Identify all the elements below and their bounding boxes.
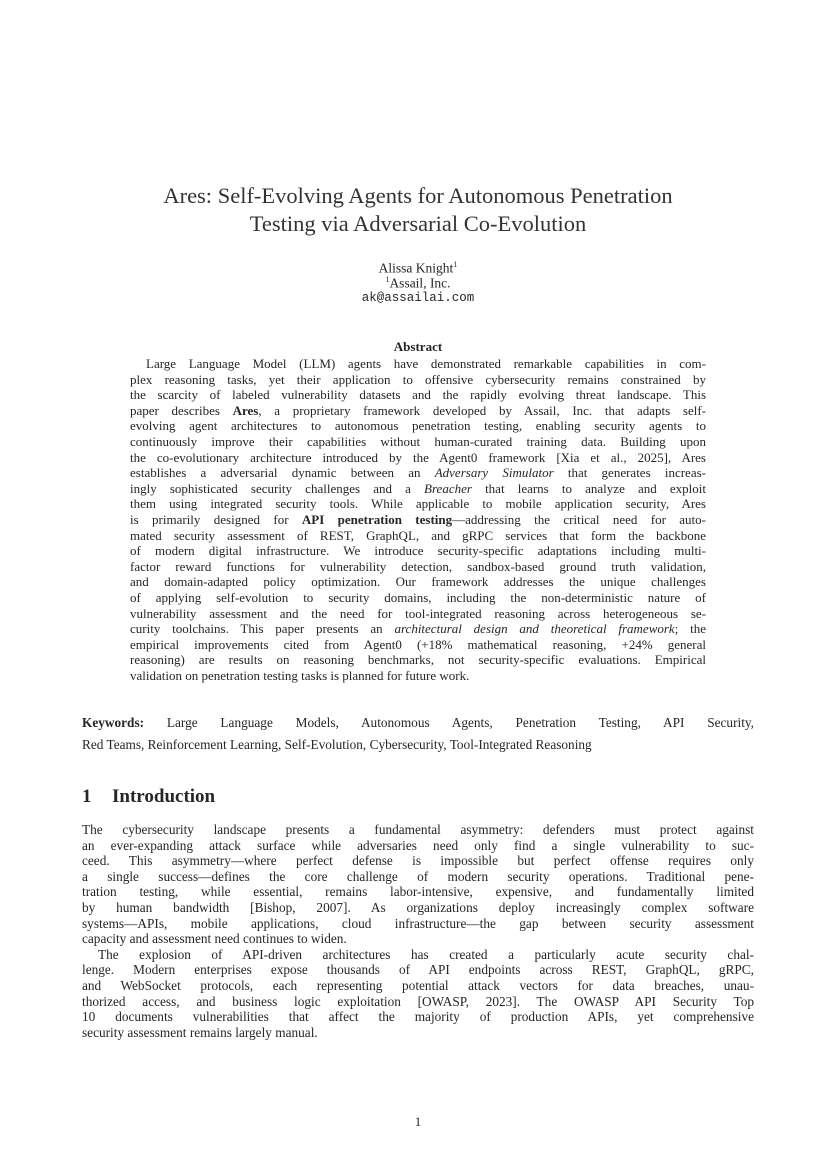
text-line: [130, 652, 706, 668]
text-line: [130, 496, 706, 512]
text-segment: them using integrated security tools. While applicable to mobile application security, Ares: [130, 496, 706, 512]
abstract-heading: Abstract: [393, 339, 443, 354]
text-line: [82, 916, 754, 932]
text-line: [130, 668, 706, 684]
text-segment: establishes a adversarial dynamic between an: [130, 465, 435, 481]
text-segment: thorized access, and business logic exploitation [OWASP, 2023]. The OWASP API Security Top: [82, 993, 754, 1009]
text-segment: capacity and assessment need continues to widen.: [82, 931, 347, 947]
text-line: [82, 712, 754, 734]
text-segment: factor reward functions for vulnerability detection, sandbox-based ground truth validation,: [130, 558, 706, 574]
text-segment: reasoning) are results on reasoning benchmarks, not security-specific evaluations. Empirical: [130, 652, 706, 668]
text-line: [130, 512, 706, 528]
section-heading: [82, 786, 215, 808]
text-line: [82, 947, 754, 963]
text-segment: evolving agent architectures to autonomous penetration testing, enabling security agents to: [130, 418, 706, 434]
text-line: [130, 418, 706, 434]
text-segment: the co-evolutionary architecture introduced by the Agent0 framework [Xia et al., 2025], Ares: [130, 449, 706, 465]
author-email[interactable]: ak@assailai.com: [361, 291, 475, 305]
text-segment: ingly sophisticated security challenges and a: [130, 480, 425, 496]
text-segment: and domain-adapted policy optimization. Our framework addresses the unique challenges: [130, 574, 706, 590]
section-number: 1: [82, 786, 92, 807]
keywords: [82, 712, 754, 756]
text-line: [82, 884, 754, 900]
text-segment: continuously improve their capabilities without human-curated training data. Building upon: [130, 433, 706, 449]
text-line: [82, 822, 754, 838]
italic-text: Adversary Simulator: [434, 465, 554, 481]
text-segment: The explosion of API-driven architectures has created a particularly acute security chal-: [98, 946, 754, 962]
text-segment: —addressing the critical need for auto-: [452, 511, 706, 527]
text-segment: , a proprietary framework developed by Assail, Inc. that adapts self-: [258, 402, 706, 418]
text-line: [82, 1025, 754, 1041]
text-segment: validation on penetration testing tasks is planned for future work.: [130, 667, 470, 683]
text-segment: Large Language Model (LLM) agents have demonstrated remarkable capabilities in com-: [146, 356, 706, 371]
affiliation-sup: 1: [385, 275, 390, 284]
text-segment: is primarily designed for: [130, 511, 302, 527]
text-segment: an ever-expanding attack surface while adversaries need only find a single vulnerability to suc-: [82, 837, 754, 853]
text-segment: empirical improvements cited from Agent0 (+18% mathematical reasoning, +24% general: [130, 636, 706, 652]
title-line: Ares: Self-Evolving Agents for Autonomous Penetration: [163, 183, 673, 208]
text-line: [130, 372, 706, 388]
text-line: [82, 734, 754, 756]
text-segment: tration testing, while essential, remains labor-intensive, expensive, and fundamentally limited: [82, 884, 754, 900]
text-line: [130, 574, 706, 590]
text-line: [130, 356, 706, 372]
bold-text: API penetration testing: [301, 511, 453, 527]
text-segment: lenge. Modern enterprises expose thousands of API endpoints across REST, GraphQL, gRPC,: [82, 962, 754, 978]
bold-text: Keywords:: [82, 715, 145, 730]
text-segment: curity toolchains. This paper presents an: [130, 621, 395, 637]
text-line: [130, 637, 706, 653]
text-line: [130, 465, 706, 481]
paper-title: [0, 182, 836, 238]
author-name-text: Alissa Knight: [378, 260, 454, 276]
text-line: [82, 978, 754, 994]
text-segment: that generates increas-: [553, 465, 706, 481]
text-line: [130, 528, 706, 544]
text-segment: ceed. This asymmetry—where perfect defense is impossible but perfect offense requires only: [82, 853, 754, 869]
text-line: [82, 931, 754, 947]
text-segment: of applying self-evolution to security domains, including the non-deterministic nature of: [130, 589, 706, 605]
abstract-body: [130, 356, 706, 683]
text-segment: ; the: [674, 621, 707, 637]
italic-text: architectural design and theoretical framework: [394, 621, 675, 637]
text-segment: plex reasoning tasks, yet their application to offensive cybersecurity remains constrained by: [130, 371, 706, 387]
title-line: Testing via Adversarial Co-Evolution: [249, 211, 587, 236]
text-line: [82, 838, 754, 854]
text-segment: 10 documents vulnerabilities that affect the majority of production APIs, yet comprehensive: [82, 1009, 754, 1025]
text-segment: systems—APIs, mobile applications, cloud infrastructure—the gap between security assessment: [82, 915, 754, 931]
affiliation-text: Assail, Inc.: [389, 275, 451, 291]
text-segment: of modern digital infrastructure. We introduce security-specific adaptations including multi-: [130, 543, 706, 559]
text-segment: that learns to analyze and exploit: [471, 480, 707, 496]
text-segment: vulnerability assessment and the need for tool-integrated reasoning across heterogeneous se-: [130, 605, 706, 621]
text-line: [130, 559, 706, 575]
bold-text: Ares: [232, 402, 259, 418]
text-segment: Red Teams, Reinforcement Learning, Self-Evolution, Cybersecurity, Tool-Integrated Reasoning: [82, 737, 592, 752]
page-number: 1: [414, 1114, 422, 1129]
author-affiliation: [0, 275, 836, 292]
text-line: [130, 403, 706, 419]
text-segment: mated security assessment of REST, GraphQL, and gRPC services that form the backbone: [130, 527, 706, 543]
text-segment: the scarcity of labeled vulnerability datasets and the rapidly evolving threat landscape. This: [130, 387, 706, 403]
text-line: [130, 434, 706, 450]
text-line: [82, 900, 754, 916]
text-line: [82, 869, 754, 885]
text-segment: Large Language Models, Autonomous Agents, Penetration Testing, API Security,: [144, 715, 754, 730]
text-line: [130, 450, 706, 466]
text-line: [130, 590, 706, 606]
text-line: [130, 543, 706, 559]
author-sup: 1: [453, 260, 458, 269]
introduction-body: [82, 822, 754, 1040]
text-segment: paper describes: [130, 402, 233, 418]
text-line: [82, 994, 754, 1010]
text-line: [130, 481, 706, 497]
text-line: [130, 621, 706, 637]
text-line: [82, 853, 754, 869]
text-segment: The cybersecurity landscape presents a fundamental asymmetry: defenders must protect against: [82, 822, 754, 837]
text-segment: a single success—defines the core challenge of modern security operations. Traditional pene-: [82, 868, 754, 884]
text-segment: and WebSocket protocols, each representing potential attack vectors for data breaches, unau-: [82, 977, 754, 993]
text-line: [82, 1009, 754, 1025]
text-segment: security assessment remains largely manual.: [82, 1024, 318, 1040]
section-title: Introduction: [112, 786, 216, 807]
text-line: [130, 387, 706, 403]
italic-text: Breacher: [424, 480, 472, 496]
text-line: [82, 962, 754, 978]
text-line: [130, 606, 706, 622]
text-segment: by human bandwidth [Bishop, 2007]. As organizations deploy increasingly complex software: [82, 899, 754, 915]
